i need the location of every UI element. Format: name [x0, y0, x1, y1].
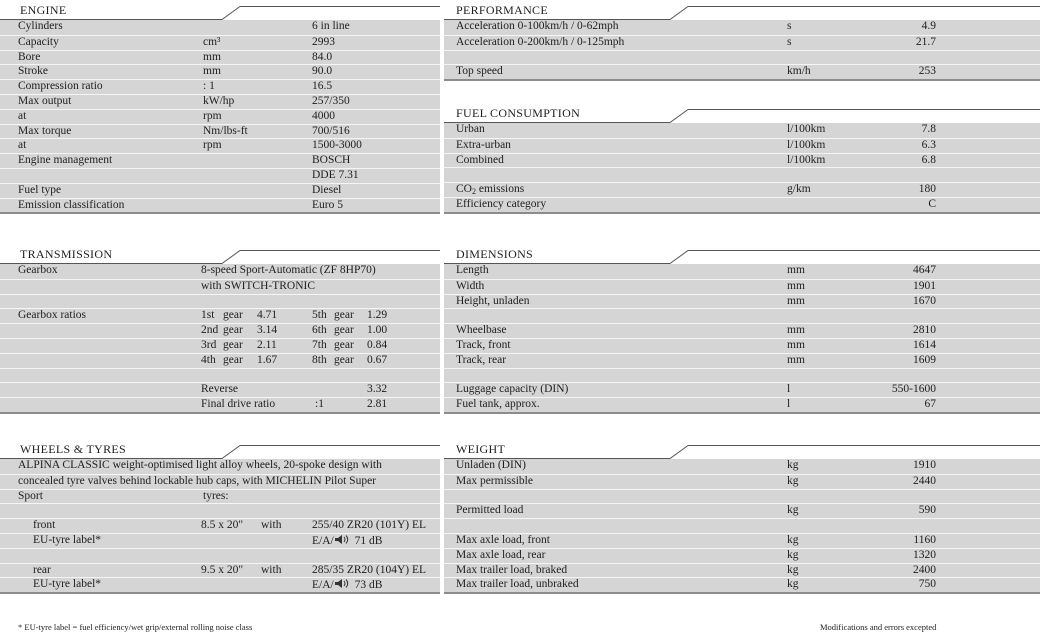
row-value: 1609: [913, 353, 936, 366]
gear-word: gear: [334, 324, 354, 337]
row-value: 1901: [913, 279, 936, 292]
table-row: [0, 353, 440, 368]
row-value: 84.0: [312, 50, 333, 63]
row-value: 67: [924, 398, 936, 411]
gear-ratio: 4.71: [257, 309, 278, 322]
row-unit: rpm: [203, 109, 222, 122]
row-label: Height, unladen: [456, 294, 530, 307]
modifications-note: Modifications and errors excepted: [820, 622, 937, 632]
row-label: Fuel type: [18, 183, 62, 196]
table-row: [444, 474, 1040, 489]
row-unit: kg: [787, 504, 799, 517]
row-label: Permitted load: [456, 504, 524, 517]
row-unit: mm: [787, 324, 805, 337]
table-row: [444, 197, 1040, 212]
row-unit: mm: [787, 279, 805, 292]
section-divider: [444, 79, 1040, 81]
row-label: at: [18, 139, 27, 152]
table-row: [0, 279, 440, 294]
row-value: DDE 7.31: [312, 168, 359, 181]
table-row: [0, 64, 440, 79]
table-row: [444, 518, 1040, 533]
table-row: [444, 338, 1040, 353]
row-value: 590: [918, 504, 936, 517]
speaker-icon: [334, 578, 352, 589]
gearbox-value-2: with SWITCH-TRONIC: [201, 279, 316, 292]
row-label: $CO_2$ emissions: [456, 183, 525, 197]
header-tab-shape: [444, 439, 1040, 459]
table-row: [444, 397, 1040, 412]
row-value: Euro 5: [312, 198, 343, 211]
row-label: Engine management: [18, 154, 113, 167]
row-label: Unladen (DIN): [456, 459, 526, 471]
row-label: Efficiency category: [456, 197, 547, 210]
row-value: 6.3: [921, 138, 936, 151]
row-label: Max trailer load, unbraked: [456, 578, 579, 591]
row-unit: l/100km: [787, 153, 826, 166]
gear-ratio: 3.14: [257, 324, 278, 337]
table-row: [444, 577, 1040, 592]
row-label: Cylinders: [18, 20, 63, 32]
table-row: [0, 94, 440, 109]
row-value: C: [928, 197, 936, 210]
row-unit: l/100km: [787, 138, 826, 151]
row-unit: kg: [787, 533, 799, 546]
row-label: Combined: [456, 153, 504, 166]
table-row: [444, 382, 1040, 397]
final-drive-label: Final drive ratio: [201, 398, 276, 411]
row-label: Max permissible: [456, 474, 533, 487]
row-value: 4000: [312, 109, 335, 122]
row-label: Top speed: [456, 65, 503, 78]
row-label: Max torque: [18, 124, 72, 137]
table-row: [0, 79, 440, 94]
reverse-value: 3.32: [367, 383, 388, 396]
row-value: BOSCH: [312, 154, 351, 167]
eu-tyre-values: E/A/ 73 dB: [312, 579, 383, 592]
row-label: Max trailer load, braked: [456, 563, 568, 576]
table-row: [0, 168, 440, 183]
row-unit: rpm: [203, 139, 222, 152]
gear-word: gear: [334, 353, 354, 366]
table-row: [444, 279, 1040, 294]
weight-section: [444, 439, 1040, 594]
table-row: [0, 294, 440, 309]
row-value: 257/350: [312, 94, 350, 107]
wheel-description: Sport: [18, 489, 43, 502]
weight-title: WEIGHT: [456, 442, 506, 456]
gear-number: 3rd: [201, 338, 217, 351]
row-value: 253: [918, 65, 936, 78]
row-unit: : 1: [203, 80, 215, 93]
row-label: Max axle load, front: [456, 533, 550, 546]
table-row: [0, 198, 440, 213]
table-row: [444, 20, 1040, 35]
row-value: 7.8: [921, 123, 936, 135]
row-label: Acceleration 0-100km/h / 0-62mph: [456, 20, 619, 32]
row-label: Track, front: [456, 338, 511, 351]
row-value: 2400: [913, 563, 936, 576]
row-unit: s: [787, 20, 792, 32]
wheel-description: ALPINA CLASSIC weight-optimised light alloy wheels, 20-spoke design with: [18, 459, 382, 471]
engine-section: [0, 0, 440, 214]
row-label: Acceleration 0-200km/h / 0-125mph: [456, 35, 625, 48]
table-row: [444, 182, 1040, 197]
row-label: Extra-urban: [456, 138, 511, 151]
row-unit: l: [787, 383, 791, 396]
gear-number: 1st: [201, 309, 215, 322]
tyre-spec: 255/40 ZR20 (101Y) EL: [312, 519, 427, 532]
table-row: [444, 459, 1040, 474]
dimensions-section: [444, 244, 1040, 414]
row-unit: kg: [787, 548, 799, 561]
row-unit: kg: [787, 459, 799, 471]
gear-number: 7th: [312, 338, 327, 351]
transmission-section: [0, 244, 440, 414]
row-unit: kg: [787, 563, 799, 576]
tyre-position: rear: [33, 563, 51, 576]
fuel-title: FUEL CONSUMPTION: [456, 106, 581, 120]
fuel-header: [444, 103, 1040, 123]
row-value: 1500-3000: [312, 139, 362, 152]
row-unit: g/km: [787, 183, 811, 196]
row-value: 180: [918, 183, 936, 196]
row-label: Max output: [18, 94, 72, 107]
gear-ratio: 1.29: [367, 309, 388, 322]
table-row: [0, 489, 440, 504]
gearbox-value: 8-speed Sport-Automatic (ZF 8HP70): [201, 264, 376, 276]
table-row: [444, 294, 1040, 309]
row-unit: mm: [787, 294, 805, 307]
with-word: with: [261, 519, 282, 532]
row-unit: l: [787, 398, 791, 411]
table-row: [0, 577, 440, 592]
table-row: [444, 323, 1040, 338]
row-unit: mm: [787, 338, 805, 351]
row-label: Emission classification: [18, 198, 125, 211]
gear-ratio: 1.00: [367, 324, 388, 337]
speaker-icon: [334, 534, 352, 545]
gear-word: gear: [334, 309, 354, 322]
table-row: [444, 64, 1040, 79]
table-row: [0, 338, 440, 353]
gear-word: gear: [334, 338, 354, 351]
table-row: [0, 459, 440, 474]
table-row: [0, 138, 440, 153]
row-value: Diesel: [312, 183, 342, 196]
row-value: 21.7: [915, 35, 936, 48]
table-row: [0, 183, 440, 198]
table-row: [0, 548, 440, 563]
table-row: [0, 50, 440, 65]
wheel-size: 8.5 x 20": [201, 519, 244, 532]
row-value: 90.0: [312, 65, 333, 78]
row-label: at: [18, 109, 27, 122]
reverse-label: Reverse: [201, 383, 239, 396]
gear-word: gear: [223, 309, 243, 322]
table-row: [0, 35, 440, 50]
table-row: [0, 563, 440, 578]
table-row: [0, 368, 440, 383]
row-label: Compression ratio: [18, 80, 103, 93]
gear-ratio: 1.67: [257, 353, 278, 366]
performance-title: PERFORMANCE: [456, 3, 548, 17]
row-unit: mm: [787, 264, 805, 276]
row-unit: cm³: [203, 35, 221, 48]
section-divider: [444, 212, 1040, 214]
row-value: 1670: [913, 294, 936, 307]
performance-section: [444, 0, 1040, 81]
row-value: 6.8: [921, 153, 936, 166]
row-value: 750: [918, 578, 936, 591]
row-value: 1910: [913, 459, 936, 471]
row-unit: km/h: [787, 65, 811, 78]
row-value: 6 in line: [312, 20, 350, 32]
performance-header: [444, 0, 1040, 20]
final-drive-unit: :1: [315, 398, 324, 411]
row-unit: kg: [787, 474, 799, 487]
row-unit: kg: [787, 578, 799, 591]
wheels-section: [0, 439, 440, 594]
table-row: [0, 518, 440, 533]
gear-word: gear: [223, 338, 243, 351]
table-row: [444, 489, 1040, 504]
table-row: [0, 20, 440, 35]
gear-word: gear: [223, 353, 243, 366]
row-value: 1160: [913, 533, 936, 546]
header-tab-shape: [444, 244, 1040, 264]
row-label: Fuel tank, approx.: [456, 398, 540, 411]
row-unit: kW/hp: [203, 94, 235, 107]
with-word: with: [261, 563, 282, 576]
row-value: 550-1600: [891, 383, 936, 396]
section-divider: [444, 592, 1040, 594]
engine-title: ENGINE: [20, 3, 67, 17]
gear-number: 4th: [201, 353, 216, 366]
table-row: [0, 503, 440, 518]
table-row: [444, 308, 1040, 323]
row-unit: mm: [787, 353, 805, 366]
row-label: Bore: [18, 50, 41, 63]
wheel-description: tyres:: [203, 489, 229, 502]
final-drive-value: 2.81: [367, 398, 388, 411]
table-row: [0, 397, 440, 412]
dimensions-header: [444, 244, 1040, 264]
gear-number: 6th: [312, 324, 327, 337]
table-row: [444, 563, 1040, 578]
table-row: [444, 353, 1040, 368]
row-value: 2993: [312, 35, 335, 48]
section-divider: [0, 592, 440, 594]
table-row: [0, 323, 440, 338]
row-label: Width: [456, 279, 485, 292]
wheel-size: 9.5 x 20": [201, 563, 244, 576]
row-unit: mm: [203, 50, 221, 63]
dimensions-title: DIMENSIONS: [456, 247, 534, 261]
engine-header: [0, 0, 440, 20]
row-label: Wheelbase: [456, 324, 507, 337]
eu-tyre-values: E/A/ 71 dB: [312, 534, 383, 547]
gear-number: 8th: [312, 353, 327, 366]
table-row: [0, 124, 440, 139]
table-row: [0, 153, 440, 168]
row-value: 4.9: [921, 20, 936, 32]
table-row: [444, 368, 1040, 383]
weight-header: [444, 439, 1040, 459]
section-divider: [0, 212, 440, 214]
gear-ratio: 0.84: [367, 338, 388, 351]
section-divider: [0, 412, 440, 414]
row-unit: l/100km: [787, 123, 826, 135]
wheel-description: concealed tyre valves behind lockable hub caps, with MICHELIN Pilot Super: [18, 474, 377, 487]
eu-tyre-label: EU-tyre label*: [33, 533, 102, 546]
table-row: [0, 382, 440, 397]
row-label: Capacity: [18, 35, 59, 48]
table-row: [0, 533, 440, 548]
tyre-position: front: [33, 519, 56, 532]
gearbox-ratios-label: Gearbox ratios: [18, 309, 87, 322]
row-label: Track, rear: [456, 353, 507, 366]
gear-number: 2nd: [201, 324, 219, 337]
table-row: [0, 109, 440, 124]
row-label: Stroke: [18, 65, 49, 78]
tyre-label-footnote: * EU-tyre label = fuel efficiency/wet grip/external rolling noise class: [18, 622, 253, 632]
gear-ratio: 0.67: [367, 353, 388, 366]
fuel-section: [444, 103, 1040, 214]
table-row: [444, 35, 1040, 50]
row-label: Length: [456, 264, 489, 276]
eu-tyre-label: EU-tyre label*: [33, 578, 102, 591]
table-row: [0, 264, 440, 279]
table-row: [444, 50, 1040, 65]
row-label: Luggage capacity (DIN): [456, 383, 569, 396]
row-value: 2810: [913, 324, 936, 337]
gear-ratio: 2.11: [257, 338, 277, 351]
wheels-header: [0, 439, 440, 459]
row-value: 1614: [913, 338, 936, 351]
gearbox-label: Gearbox: [18, 264, 58, 276]
table-row: [444, 167, 1040, 182]
table-row: [444, 138, 1040, 153]
row-value: 2440: [913, 474, 936, 487]
table-row: [444, 153, 1040, 168]
table-row: [444, 264, 1040, 279]
table-row: [444, 123, 1040, 138]
table-row: [0, 474, 440, 489]
table-row: [444, 548, 1040, 563]
row-value: 16.5: [312, 80, 333, 93]
gear-number: 5th: [312, 309, 327, 322]
gear-word: gear: [223, 324, 243, 337]
table-row: [444, 533, 1040, 548]
wheels-title: WHEELS & TYRES: [20, 442, 126, 456]
row-unit: Nm/lbs-ft: [203, 124, 248, 137]
row-unit: s: [787, 35, 792, 48]
tyre-spec: 285/35 ZR20 (104Y) EL: [312, 563, 427, 576]
table-row: [444, 503, 1040, 518]
transmission-header: [0, 244, 440, 264]
row-label: Max axle load, rear: [456, 548, 546, 561]
row-label: Urban: [456, 123, 485, 135]
section-divider: [444, 412, 1040, 414]
transmission-title: TRANSMISSION: [20, 247, 113, 261]
row-value: 4647: [913, 264, 936, 276]
row-value: 1320: [913, 548, 936, 561]
table-row: [0, 308, 440, 323]
row-value: 700/516: [312, 124, 350, 137]
row-unit: mm: [203, 65, 221, 78]
